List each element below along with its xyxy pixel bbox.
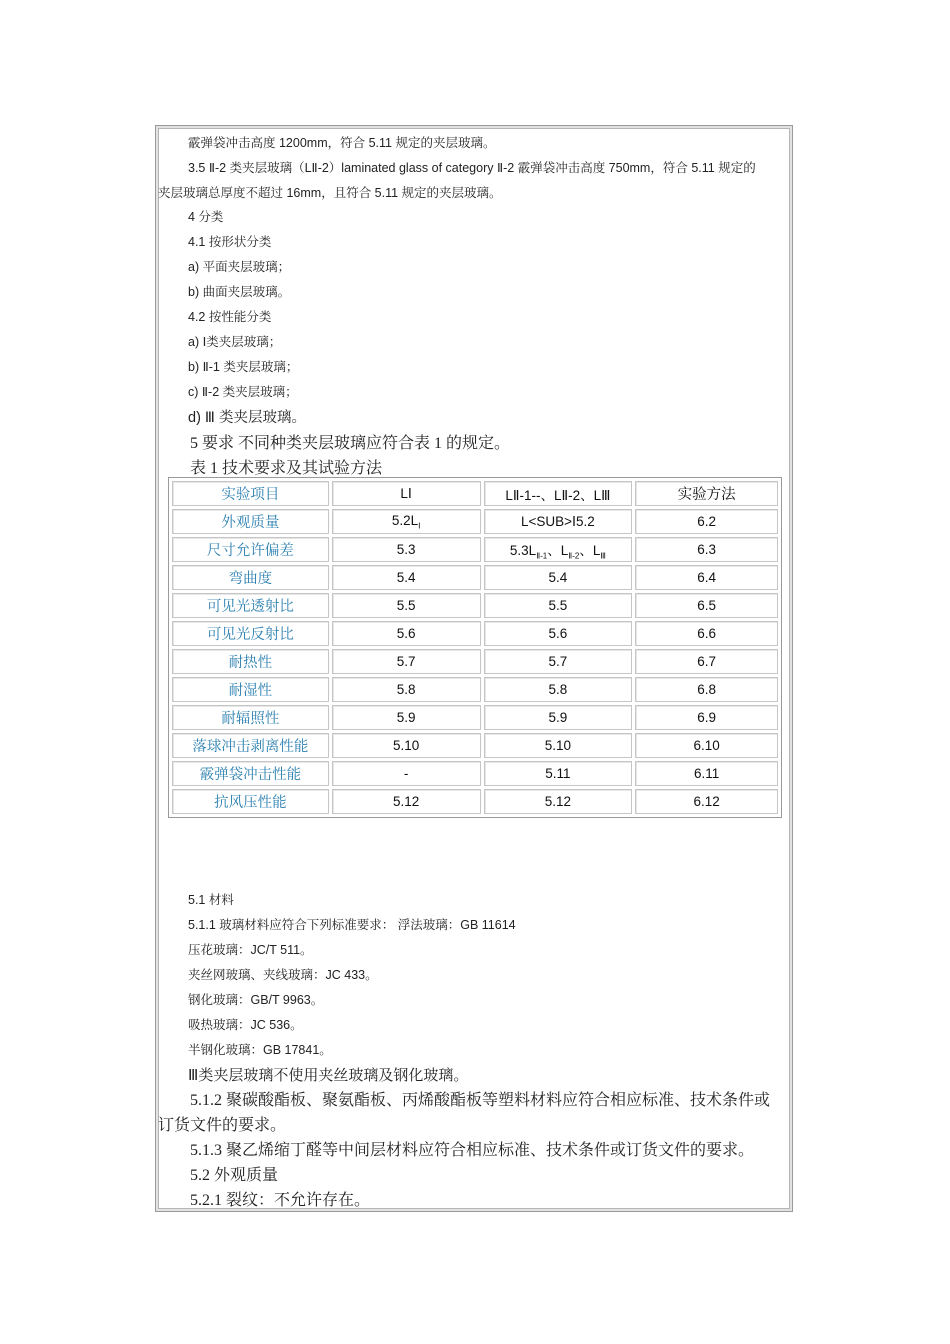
text-line: 夹丝网玻璃、夹线玻璃：JC 433。 <box>188 968 378 982</box>
table-cell: 5.10 <box>332 733 481 758</box>
table-cell: 尺寸允许偏差 <box>172 537 329 562</box>
table-cell: 5.11 <box>484 761 633 786</box>
text-line: 霰弹袋冲击高度 1200mm，符合 5.11 规定的夹层玻璃。 <box>188 136 496 150</box>
table-cell: 落球冲击剥离性能 <box>172 733 329 758</box>
cell-subscript: Ⅱ-1 <box>536 551 548 561</box>
list-item: d) Ⅲ 类夹层玻璃。 <box>188 410 306 426</box>
table-cell: 6.7 <box>635 649 778 674</box>
header-cell: 实验项目 <box>172 481 329 506</box>
table-cell: 5.9 <box>484 705 633 730</box>
requirement-text: 5 要求 不同种类夹层玻璃应符合表 1 的规定。 <box>190 435 511 452</box>
table-cell: 6.4 <box>635 565 778 590</box>
header-cell: LⅠ <box>332 481 481 506</box>
text-line: 半钢化玻璃：GB 17841。 <box>188 1043 332 1057</box>
table-row <box>172 509 778 534</box>
table-cell: 可见光反射比 <box>172 621 329 646</box>
table-row <box>172 677 778 702</box>
table-cell: - <box>332 761 481 786</box>
cell-text: 5.3L <box>509 542 537 558</box>
table-row <box>172 789 778 814</box>
table-row <box>172 593 778 618</box>
table-cell: 6.8 <box>635 677 778 702</box>
table-cell: 6.12 <box>635 789 778 814</box>
table-cell: 5.5 <box>484 593 633 618</box>
cell-subscript: Ⅰ <box>418 521 421 531</box>
table-cell: 5.9 <box>332 705 481 730</box>
table-row <box>172 761 778 786</box>
list-item: a) Ⅰ类夹层玻璃； <box>188 335 282 349</box>
table-cell: 6.3 <box>635 537 778 562</box>
table-cell: 抗风压性能 <box>172 789 329 814</box>
text-line: 钢化玻璃：GB/T 9963。 <box>188 993 324 1007</box>
table-row <box>172 705 778 730</box>
table-cell <box>332 509 481 534</box>
table-cell: 耐辐照性 <box>172 705 329 730</box>
text-line: 压花玻璃：JC/T 511。 <box>188 943 313 957</box>
text-line: 吸热玻璃：JC 536。 <box>188 1018 303 1032</box>
table-cell: L<SUB>Ⅰ5.2 <box>484 509 633 534</box>
table-cell: 弯曲度 <box>172 565 329 590</box>
text-line: 5.1.1 玻璃材料应符合下列标准要求： 浮法玻璃：GB 11614 <box>188 918 516 932</box>
text-line: 5.1.3 聚乙烯缩丁醛等中间层材料应符合相应标准、技术条件或订货文件的要求。 <box>190 1142 755 1159</box>
table-cell: 5.3 <box>332 537 481 562</box>
table-header-row <box>172 481 778 506</box>
table-cell: 耐热性 <box>172 649 329 674</box>
list-item: b) Ⅱ-1 类夹层玻璃； <box>188 360 299 374</box>
table-cell: 5.5 <box>332 593 481 618</box>
table-cell: 6.11 <box>635 761 778 786</box>
section-heading: 4.1 按形状分类 <box>188 235 272 249</box>
list-item: b) 曲面夹层玻璃。 <box>188 285 291 299</box>
table-cell: 5.8 <box>332 677 481 702</box>
table-cell: 5.6 <box>332 621 481 646</box>
table-cell: 5.6 <box>484 621 633 646</box>
table-cell: 外观质量 <box>172 509 329 534</box>
text-line: 5.1.2 聚碳酸酯板、聚氨酯板、丙烯酸酯板等塑料材料应符合相应标准、技术条件或 <box>190 1092 771 1109</box>
text-line: 3.5 Ⅱ-2 类夹层玻璃（LⅡ-2）laminated glass of category Ⅱ-2 霰弹袋冲击高度 750mm，符合 5.11 规定的 <box>188 161 756 175</box>
section-heading: 5.2 外观质量 <box>190 1167 279 1184</box>
section-heading: 4.2 按性能分类 <box>188 310 272 324</box>
header-cell: LⅡ-1--、LⅡ-2、LⅢ <box>484 481 633 506</box>
cell-subscript: Ⅲ <box>600 551 606 561</box>
table-cell: 5.7 <box>332 649 481 674</box>
table-cell: 5.12 <box>332 789 481 814</box>
table-cell: 5.8 <box>484 677 633 702</box>
table-row <box>172 565 778 590</box>
table-row <box>172 537 778 562</box>
table-cell: 5.12 <box>484 789 633 814</box>
table-row <box>172 733 778 758</box>
table-cell: 5.4 <box>332 565 481 590</box>
header-cell: 实验方法 <box>635 481 778 506</box>
table-cell: 5.10 <box>484 733 633 758</box>
section-heading: 4 分类 <box>188 210 224 224</box>
text-line: 订货文件的要求。 <box>158 1117 287 1134</box>
table-cell: 可见光透射比 <box>172 593 329 618</box>
table-cell: 6.10 <box>635 733 778 758</box>
table-cell <box>484 537 633 562</box>
table-cell: 霰弹袋冲击性能 <box>172 761 329 786</box>
list-item: a) 平面夹层玻璃； <box>188 260 291 274</box>
cell-text: 、L <box>547 542 569 558</box>
table-row <box>172 621 778 646</box>
requirements-table <box>168 477 782 818</box>
table-cell: 6.9 <box>635 705 778 730</box>
cell-subscript: Ⅱ-2 <box>568 551 580 561</box>
table-cell: 6.2 <box>635 509 778 534</box>
table-cell: 5.4 <box>484 565 633 590</box>
text-line: Ⅲ类夹层玻璃不使用夹丝玻璃及钢化玻璃。 <box>188 1067 469 1084</box>
cell-text: 、L <box>579 542 601 558</box>
table-caption: 表 1 技术要求及其试验方法 <box>190 460 383 477</box>
table-cell: 耐湿性 <box>172 677 329 702</box>
text-line: 5.2.1 裂纹：不允许存在。 <box>190 1192 371 1209</box>
table-cell: 6.5 <box>635 593 778 618</box>
section-heading: 5.1 材料 <box>188 893 234 907</box>
list-item: c) Ⅱ-2 类夹层玻璃； <box>188 385 298 399</box>
table-cell: 6.6 <box>635 621 778 646</box>
table-cell: 5.7 <box>484 649 633 674</box>
cell-text: 5.2L <box>391 512 419 528</box>
text-line: 夹层玻璃总厚度不超过 16mm，且符合 5.11 规定的夹层玻璃。 <box>158 186 502 200</box>
table-row <box>172 649 778 674</box>
